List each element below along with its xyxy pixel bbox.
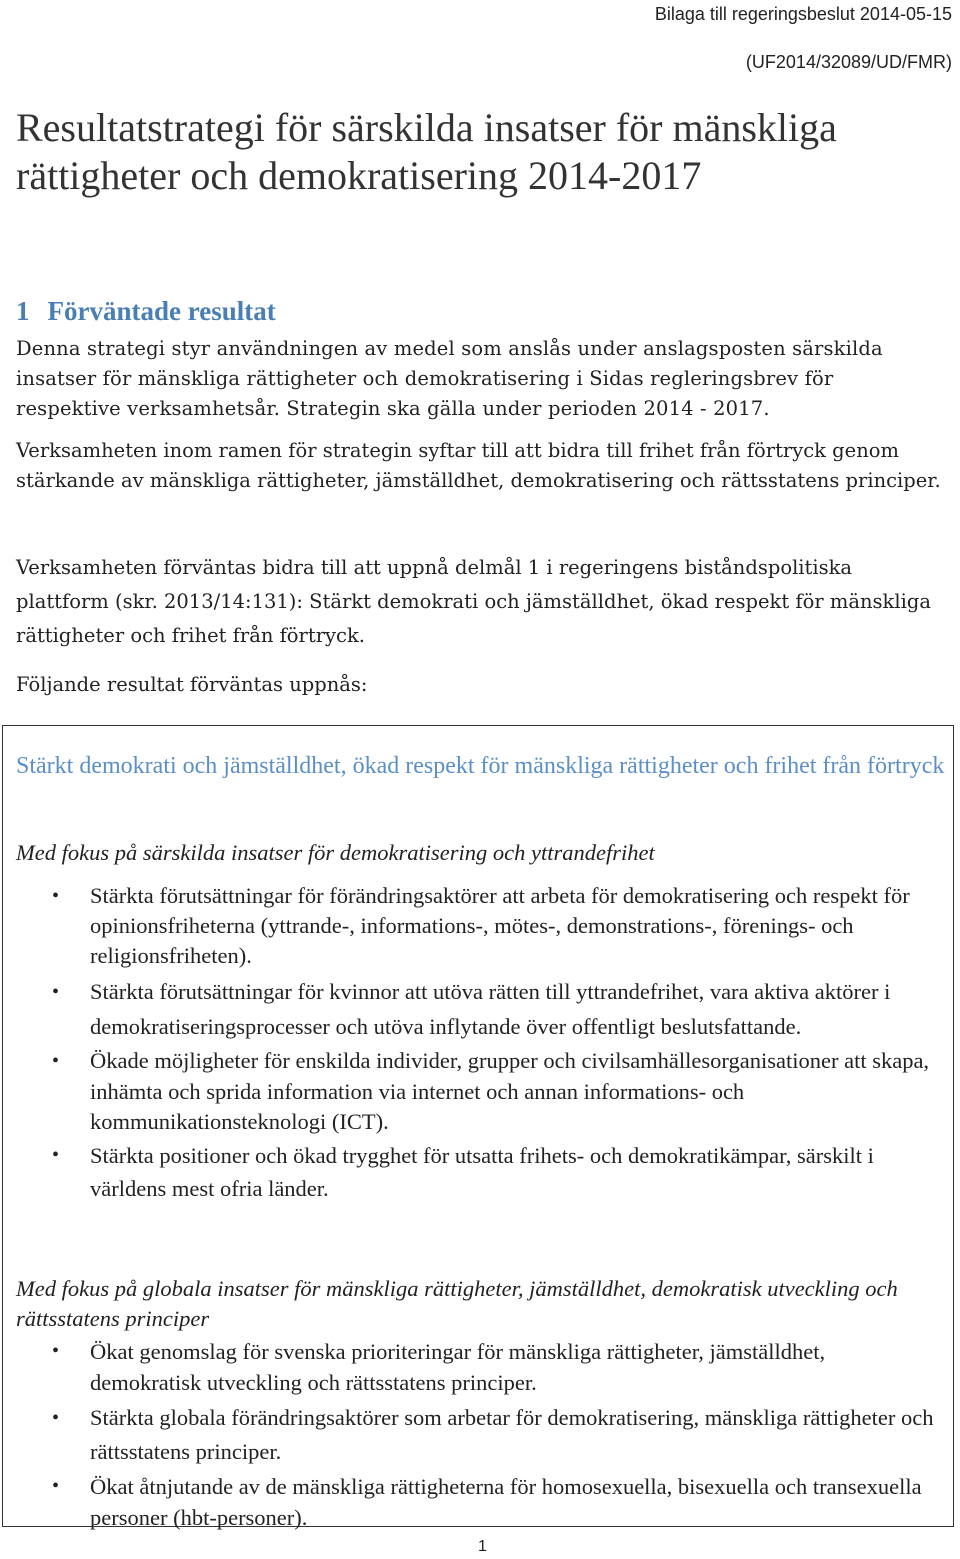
- list-item: • Ökat genomslag för svenska prioriteringar för mänskliga rättigheter, jämställdhet, demokratisk utveckling och rättsstatens principer.: [0, 1336, 950, 1398]
- section-heading: [16, 296, 276, 327]
- list-item: • Stärkta förutsättningar för förändringsaktörer att arbeta för demokratisering och respekt för opinionsfriheterna (yttrande-, informations-, mötes-, demonstrations-, förenings- och religionsfriheten).: [52, 883, 910, 968]
- bullet-icon: •: [52, 885, 60, 907]
- paragraph: Verksamheten inom ramen för strategin syftar till att bidra till frihet från förtryck genom stärkande av mänskliga rättigheter, jämställdhet, demokratisering och rättsstatens principer.: [16, 439, 941, 492]
- bullet-icon: •: [52, 1340, 60, 1362]
- paragraph: Denna strategi styr användningen av medel som anslås under anslagsposten särskilda insatser för mänskliga rättigheter och demokratisering i Sidas regleringsbrev för respektive verksamhetsår. Strategin ska gälla under perioden 2014 - 2017.: [16, 337, 883, 420]
- bullet-icon: •: [52, 1475, 60, 1497]
- result-list: [0, 1336, 950, 1533]
- header-attachment: Bilaga till regeringsbeslut 2014-05-15: [654, 4, 952, 24]
- list-item: • Ökade möjligheter för enskilda individer, grupper och civilsamhällesorganisationer att skapa, inhämta och sprida information via internet och annan informations- och kommunikationsteknologi (ICT).: [52, 1048, 930, 1134]
- paragraph: Verksamheten förväntas bidra till att uppnå delmål 1 i regeringens biståndspolitiska plattform (skr. 2013/14:131): Stärkt demokrati och jämställdhet, ökad respekt för mänskliga rättigheter och frihet från förtryck.: [16, 556, 931, 647]
- header-reference: (UF2014/32089/UD/FMR): [745, 52, 952, 72]
- list-item: • Ökat åtnjutande av de mänskliga rättigheterna för homosexuella, bisexuella och transexuella personer (hbt-personer).: [0, 1471, 950, 1533]
- list-item: • Stärkta förutsättningar för kvinnor att utöva rätten till yttrandefrihet, vara aktiva aktörer i demokratiseringsprocesser och utöva inflytande över offentligt beslutsfattande.: [0, 975, 950, 1044]
- paragraph: Följande resultat förväntas uppnås:: [16, 673, 368, 696]
- focus-label: Med fokus på särskilda insatser för demokratisering och yttrandefrihet: [16, 840, 655, 865]
- bullet-icon: •: [52, 1407, 60, 1429]
- list-item: • Stärkta globala förändringsaktörer som arbetar för demokratisering, mänskliga rättigheter och rättsstatens principer.: [0, 1401, 950, 1469]
- section-heading-text: Förväntade resultat: [47, 296, 276, 326]
- section-number: 1: [16, 296, 30, 326]
- result-list: [0, 881, 950, 1205]
- focus-label: Med fokus på globala insatser för mänskliga rättigheter, jämställdhet, demokratisk utveckling och rättsstatens principer: [16, 1276, 898, 1331]
- bullet-icon: •: [52, 981, 60, 1003]
- bullet-icon: •: [52, 1143, 60, 1166]
- bullet-icon: •: [52, 1050, 60, 1072]
- list-item: • Stärkta positioner och ökad trygghet för utsatta frihets- och demokratikämpar, särskilt i världens mest ofria länder.: [0, 1139, 950, 1205]
- results-heading: Stärkt demokrati och jämställdhet, ökad respekt för mänskliga rättigheter och frihet från förtryck: [16, 753, 945, 779]
- page-number: 1: [478, 1538, 487, 1555]
- document-title: Resultatstrategi för särskilda insatser för mänskliga rättigheter och demokratisering 2014-2017: [16, 105, 837, 198]
